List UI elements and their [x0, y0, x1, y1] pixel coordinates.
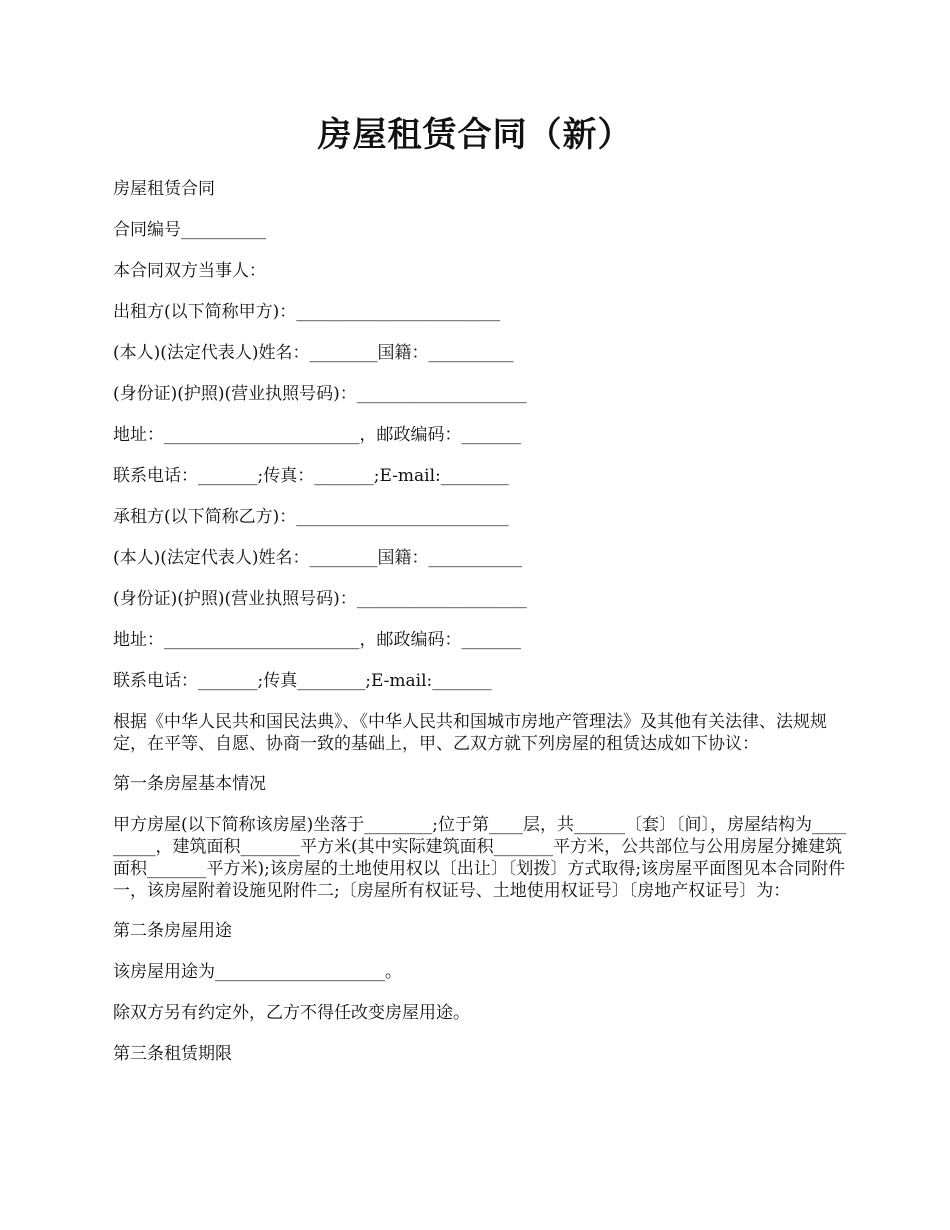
- article-2-heading: 第二条房屋用途: [113, 921, 232, 941]
- document-title: 房屋租赁合同（新）: [317, 115, 633, 155]
- paragraph-lessee: 承租方(以下简称乙方)：_________________________: [113, 507, 509, 527]
- paragraph-lessor-id: (身份证)(护照)(营业执照号码)：____________________: [113, 384, 527, 404]
- paragraph-lessee-name: (本人)(法定代表人)姓名：________国籍：___________: [113, 548, 523, 568]
- paragraph-contract-number: 合同编号__________: [113, 220, 266, 240]
- paragraph-legal-basis: 根据《中华人民共和国民法典》、《中华人民共和国城市房地产管理法》及其他有关法律、法规规定，在平等、自愿、协商一致的基础上，甲、乙双方就下列房屋的租赁达成如下协议：: [113, 712, 827, 754]
- paragraph-lessee-address: 地址：_______________________，邮政编码：_______: [113, 630, 521, 650]
- document-body: [113, 178, 853, 1084]
- article-2-restriction: 除双方另有约定外，乙方不得任改变房屋用途。: [113, 1003, 470, 1023]
- paragraph-lessor-address: 地址：_______________________，邮政编码：_______: [113, 425, 521, 445]
- paragraph-lessee-contact: 联系电话：_______;传真________;E-mail:_______: [113, 671, 492, 691]
- article-1-body: 甲方房屋(以下简称该房屋)坐落于________;位于第____层，共______〔套〕〔间〕，房屋结构为_________，建筑面积_______平方米(其中实际建筑面积_______平方米，公共部位与公用房屋分摊建筑面积_______平方米);该房屋的土地使用权以〔出让〕〔划拨〕方式取得;该房屋平面图见本合同附件一，该房屋附着设施见附件二;〔房屋所有权证号、土地使用权证号〕〔房地产权证号〕为：: [113, 815, 846, 901]
- paragraph-lessor-contact: 联系电话：_______;传真：_______;E-mail:________: [113, 466, 509, 486]
- article-1-heading: 第一条房屋基本情况: [113, 774, 266, 794]
- paragraph-lessor: 出租方(以下简称甲方)：________________________: [113, 302, 501, 322]
- article-3-heading: 第三条租赁期限: [113, 1044, 232, 1064]
- paragraph-contract-heading: 房屋租赁合同: [113, 179, 215, 199]
- paragraph-lessor-name: (本人)(法定代表人)姓名：________国籍：__________: [113, 343, 514, 363]
- paragraph-lessee-id: (身份证)(护照)(营业执照号码)：____________________: [113, 589, 527, 609]
- article-2-usage: 该房屋用途为____________________。: [113, 962, 402, 982]
- paragraph-parties-intro: 本合同双方当事人：: [113, 261, 266, 281]
